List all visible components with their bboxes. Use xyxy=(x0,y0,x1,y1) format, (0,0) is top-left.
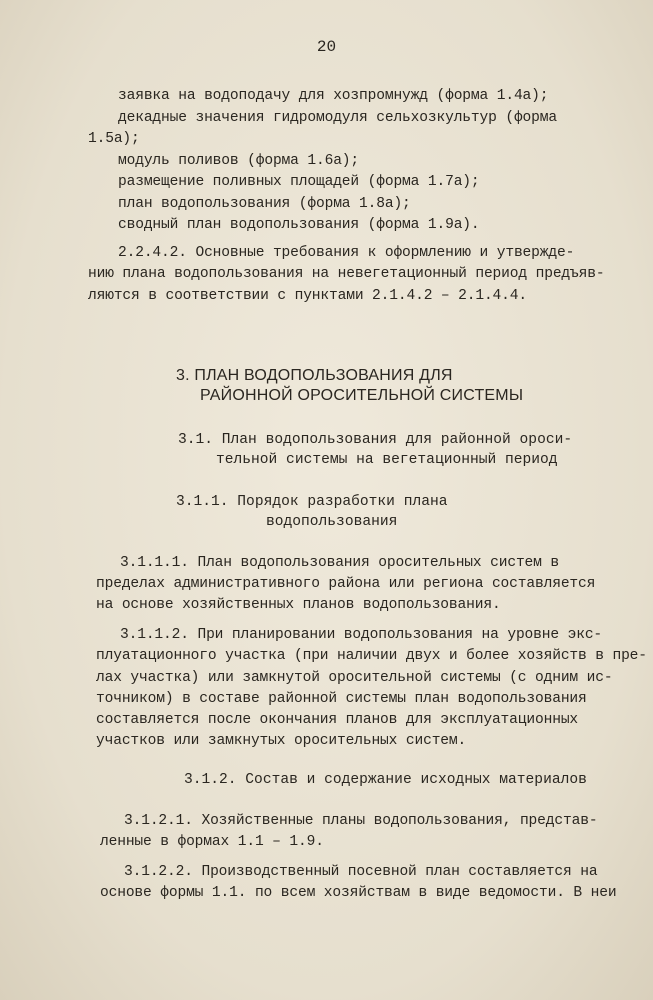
list-item: сводный план водопользования (форма 1.9а). xyxy=(118,217,480,233)
list-item: заявка на водоподачу для хозпромнужд (форма 1.4а); xyxy=(118,88,549,104)
paragraph-line: ленные в формах 1.1 – 1.9. xyxy=(100,834,324,850)
list-item: модуль поливов (форма 1.6а); xyxy=(118,153,360,169)
paragraph-line: составляется после окончания планов для эксплуатационных xyxy=(96,712,579,728)
list-item: декадные значения гидромодуля сельхозкультур (форма xyxy=(118,110,557,126)
section-heading-line: РАЙОННОЙ ОРОСИТЕЛЬНОЙ СИСТЕМЫ xyxy=(200,387,524,404)
paragraph-line: основе формы 1.1. по всем хозяйствам в виде ведомости. В неи xyxy=(100,885,617,901)
paragraph-line: ляются в соответствии с пунктами 2.1.4.2 – 2.1.4.4. xyxy=(88,288,527,304)
paragraph-line: участков или замкнутых оросительных систем. xyxy=(96,733,467,749)
paragraph-line: 3.1.2.2. Производственный посевной план составляется на xyxy=(124,864,598,880)
paragraph-line: точником) в составе районной системы план водопользования xyxy=(96,691,587,707)
paragraph-line: плуатационного участка (при наличии двух и более хозяйств в пре- xyxy=(96,648,647,664)
paragraph-line: 3.1.1.1. План водопользования оросительных систем в xyxy=(120,555,559,571)
paragraph-line: лах участка) или замкнутой оросительной системы (с одним ис- xyxy=(96,670,613,686)
list-item: план водопользования (форма 1.8а); xyxy=(118,196,411,212)
paragraph-line: 3.1.1.2. При планировании водопользования на уровне экс- xyxy=(120,627,603,643)
section-heading-line: 3. ПЛАН ВОДОПОЛЬЗОВАНИЯ ДЛЯ xyxy=(176,367,453,384)
paragraph-line: нию плана водопользования на невегетационный период предъяв- xyxy=(88,266,605,282)
subsection-heading-line: водопользования xyxy=(266,514,398,530)
paragraph-line: пределах административного района или региона составляется xyxy=(96,576,596,592)
subsection-heading-line: тельной системы на вегетационный период xyxy=(216,452,558,468)
paragraph-line: на основе хозяйственных планов водопользования. xyxy=(96,597,501,613)
page-number: 20 xyxy=(316,38,337,56)
paragraph-line: 3.1.2.1. Хозяйственные планы водопользования, представ- xyxy=(124,813,598,829)
list-item-continuation: 1.5а); xyxy=(88,131,140,147)
subsection-heading-line: 3.1. План водопользования для районной ороси- xyxy=(178,432,573,448)
section-3-1-2-heading: 3.1.2. Состав и содержание исходных материалов xyxy=(184,772,587,788)
subsection-heading-line: 3.1.1. Порядок разработки плана xyxy=(176,494,448,510)
paragraph-line: 2.2.4.2. Основные требования к оформлению и утвержде- xyxy=(118,245,575,261)
list-item: размещение поливных площадей (форма 1.7а); xyxy=(118,174,480,190)
